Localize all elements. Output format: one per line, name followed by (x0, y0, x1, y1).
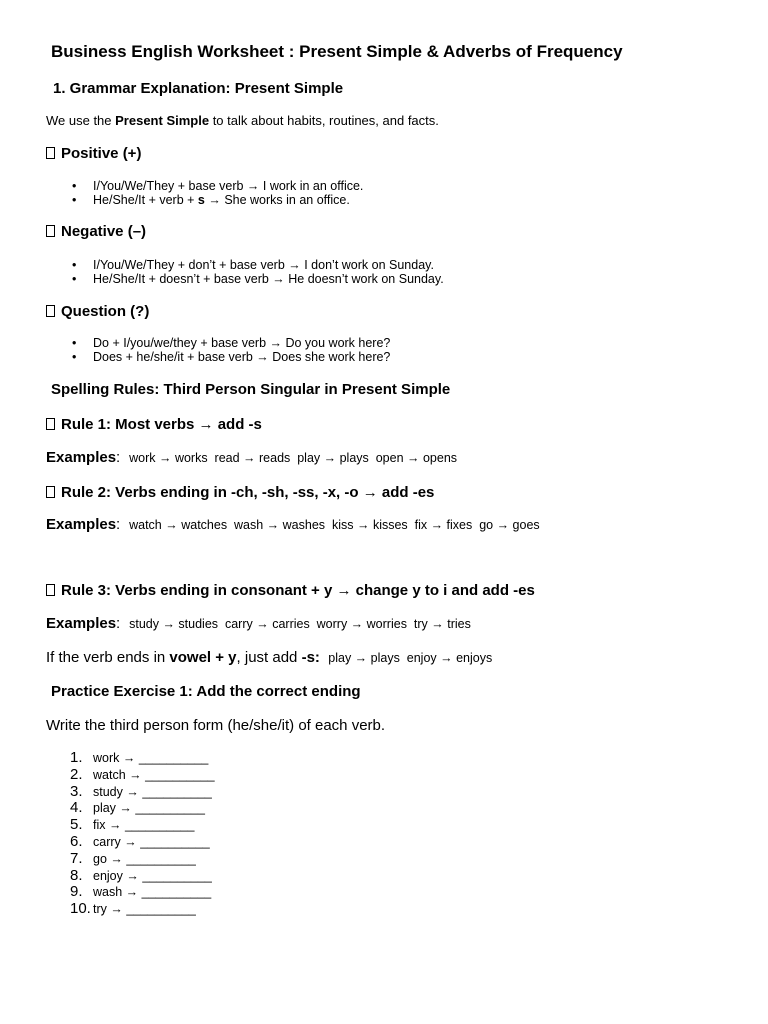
list-item: • Do + I/you/we/they + base verb → Do you work here? (72, 336, 390, 350)
examples-text: study → studies carry → carries worry → worries try → tries (129, 617, 471, 631)
exercise-item (70, 784, 215, 801)
item-text: work → __________ (93, 751, 209, 765)
examples-text: watch → watches wash → washes kiss → kisses fix → fixes go → goes (129, 518, 540, 532)
examples-label: Examples (46, 516, 117, 533)
checkbox-icon (46, 486, 55, 498)
list-item: • He/She/It + doesn’t + base verb → He doesn’t work on Sunday. (72, 272, 444, 286)
item-text: go → __________ (93, 851, 196, 866)
intro-paragraph (46, 113, 439, 128)
list-item-text: He/She/It + verb + (93, 193, 198, 207)
examples-colon: : (116, 615, 121, 632)
item-number: 8. (70, 866, 83, 884)
exercise-item (70, 901, 215, 918)
list-item (72, 193, 363, 207)
positive-list (72, 179, 363, 207)
list-item (72, 179, 363, 193)
rule1-examples (46, 449, 457, 467)
examples-text: work → works read → reads play → plays open → opens (129, 451, 458, 465)
rule2-examples (46, 516, 540, 534)
vowel-note (46, 649, 492, 666)
list-item: • Does + he/she/it + base verb → Does she work here? (72, 350, 390, 364)
question-heading (46, 303, 149, 320)
exercise-item (70, 767, 215, 784)
exercise-item (70, 750, 215, 767)
exercise-item (70, 851, 215, 868)
practice-instruction: Write the third person form (he/she/it) of each verb. (46, 717, 386, 734)
rule2-heading-text: Rule 2: Verbs ending in -ch, -sh, -ss, -x, -o → add -es (61, 484, 435, 501)
item-text: wash → __________ (93, 885, 212, 900)
checkbox-icon (46, 305, 55, 317)
item-number: 9. (70, 883, 83, 901)
item-number: 7. (70, 849, 83, 867)
item-number: 6. (70, 832, 83, 850)
negative-heading-text: Negative (–) (61, 223, 147, 240)
vowel-note-bold-suffix: -s: (301, 649, 320, 666)
rule1-heading-text: Rule 1: Most verbs → add -s (61, 416, 262, 433)
checkbox-icon (46, 418, 55, 430)
item-number: 4. (70, 799, 83, 817)
rule3-examples (46, 615, 471, 633)
checkbox-icon (46, 584, 55, 596)
item-text: fix → __________ (93, 818, 195, 833)
exercise-item (70, 868, 215, 885)
item-text: carry → __________ (93, 834, 210, 849)
vowel-note-bold: vowel + y (169, 649, 237, 666)
list-item-text-end: → She works in an office. (204, 193, 350, 207)
positive-heading-text: Positive (+) (61, 145, 142, 162)
item-text: watch → __________ (93, 767, 215, 782)
exercise-item (70, 834, 215, 851)
item-number: 10. (70, 900, 91, 918)
page-title: Business English Worksheet : Present Simple & Adverbs of Frequency (51, 42, 623, 61)
rule1-heading (46, 416, 262, 433)
negative-list (72, 258, 444, 286)
examples-label: Examples (46, 449, 117, 466)
practice-heading: Practice Exercise 1: Add the correct ending (51, 683, 361, 700)
item-number: 5. (70, 816, 83, 834)
positive-heading (46, 145, 141, 162)
item-text: study → __________ (93, 784, 212, 799)
rule3-heading-text: Rule 3: Verbs ending in consonant + y → change y to i and add -es (61, 582, 535, 599)
checkbox-icon (46, 147, 55, 159)
item-text: play → __________ (93, 801, 205, 816)
item-text: try → __________ (93, 902, 196, 917)
vowel-note-examples: play → plays enjoy → enjoys (328, 651, 493, 665)
exercise-item (70, 800, 215, 817)
question-list (72, 336, 390, 364)
vowel-note-text-mid: , just add (236, 649, 302, 666)
examples-colon: : (116, 516, 121, 533)
item-text: enjoy → __________ (93, 868, 212, 883)
section-heading-grammar: 1. Grammar Explanation: Present Simple (53, 80, 344, 97)
list-item-text: I/You/We/They + base verb → I work in an office. (93, 179, 364, 193)
negative-heading (46, 223, 146, 240)
item-number: 2. (70, 765, 83, 783)
list-item-bold: s (197, 193, 205, 207)
item-number: 3. (70, 782, 83, 800)
intro-text-bold: Present Simple (115, 113, 210, 128)
question-heading-text: Question (?) (61, 303, 150, 320)
list-item: • I/You/We/They + don’t + base verb → I don’t work on Sunday. (72, 258, 444, 272)
intro-text-end: to talk about habits, routines, and facts. (209, 113, 439, 128)
practice-list (70, 750, 215, 918)
vowel-note-text: If the verb ends in (46, 649, 170, 666)
exercise-item (70, 817, 215, 834)
item-number: 1. (70, 749, 83, 766)
checkbox-icon (46, 225, 55, 237)
rule2-heading (46, 484, 434, 501)
examples-colon: : (116, 449, 121, 466)
rule3-heading (46, 582, 535, 599)
intro-text-start: We use the (46, 113, 116, 128)
exercise-item (70, 884, 215, 901)
spelling-heading: Spelling Rules: Third Person Singular in Present Simple (51, 381, 451, 398)
examples-label: Examples (46, 615, 117, 632)
